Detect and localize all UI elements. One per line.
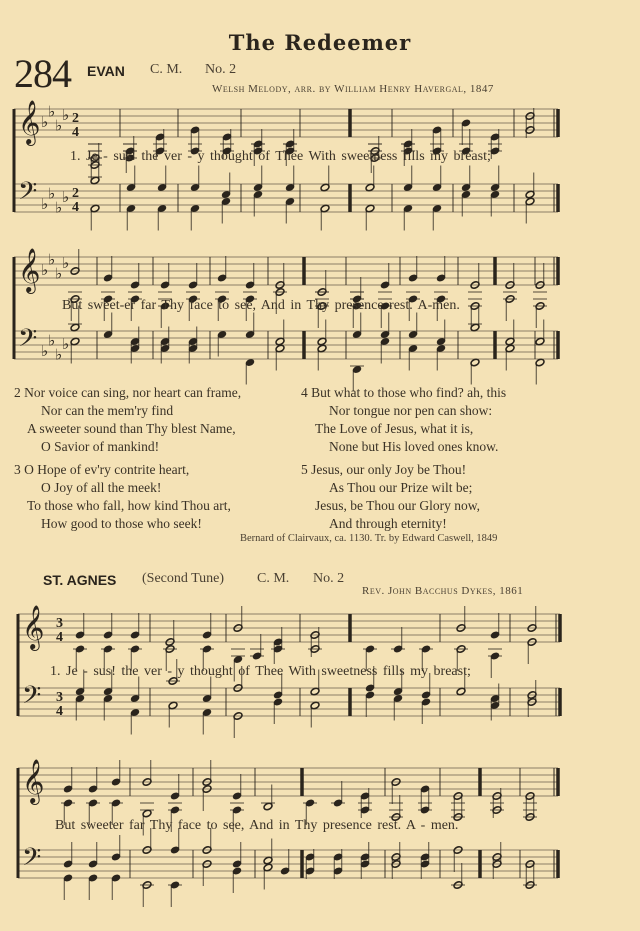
tune-number-evan: No. 2 (205, 62, 237, 77)
verse-line: How good to those who seek! (41, 516, 202, 531)
flat-icon: ♭ (48, 184, 56, 203)
verse-line: O Savior of mankind! (41, 439, 160, 454)
hymn-number: 284 (14, 51, 71, 96)
verse-line: Nor voice can sing, nor heart can frame, (24, 385, 242, 400)
flat-icon: ♭ (48, 250, 56, 269)
flat-icon: ♭ (41, 342, 49, 360)
composer-evan: Welsh Melody, arr. by William Henry Havergal, 1847 (212, 83, 494, 95)
verse-line: But what to those who find? ah, this (311, 385, 507, 400)
tune-subtitle: (Second Tune) (142, 571, 225, 586)
flat-icon: ♭ (55, 345, 63, 364)
lyrics-st-agnes-line-1: 1. Je - sus! the ver - y thought of Thee With sweetness fills my breast; (50, 664, 471, 679)
verse-line: And through eternity! (329, 516, 447, 531)
flat-icon: ♭ (62, 188, 70, 206)
verse-line: The Love of Jesus, what it is, (315, 421, 474, 436)
treble-clef-icon: 𝄞 (18, 100, 41, 144)
bass-clef-icon: 𝄢 (22, 843, 42, 878)
meter-st-agnes: C. M. (257, 571, 290, 586)
composer-st-agnes: Rev. John Bacchus Dykes, 1861 (362, 585, 524, 597)
meter-evan: C. M. (150, 62, 183, 77)
flat-icon: ♭ (62, 254, 70, 272)
flat-icon: ♭ (55, 264, 63, 283)
lyrics-evan-line-2: But sweet-er far Thy face to see, And in Thy presence rest. A-men. (62, 298, 460, 313)
tune-name-evan: EVAN (87, 63, 125, 79)
verse-line: None but His loved ones know. (329, 439, 499, 454)
time-signature: 4 (56, 630, 63, 645)
treble-clef-icon: 𝄞 (18, 248, 41, 292)
verse-number: 3 (14, 462, 21, 477)
time-signature: 2 (72, 186, 79, 201)
verse-4 (301, 384, 506, 456)
verse-line: Jesus, our only Joy be Thou! (311, 462, 467, 477)
flat-icon: ♭ (62, 106, 70, 124)
flat-icon: ♭ (41, 113, 49, 131)
flat-icon: ♭ (62, 335, 70, 353)
verse-number: 5 (301, 462, 308, 477)
verse-2 (14, 384, 241, 456)
flat-icon: ♭ (55, 198, 63, 217)
flat-icon: ♭ (48, 331, 56, 350)
treble-clef-icon: 𝄞 (22, 759, 45, 803)
verse-line: Nor tongue nor pen can show: (329, 403, 493, 418)
verse-5 (301, 461, 480, 533)
verse-line: Nor can the mem'ry find (41, 403, 174, 418)
bass-clef-icon: 𝄢 (18, 177, 38, 212)
flat-icon: ♭ (41, 195, 49, 213)
verse-line: A sweeter sound than Thy blest Name, (27, 421, 236, 436)
verse-line: O Joy of all the meek! (41, 480, 162, 495)
time-signature: 3 (56, 616, 63, 631)
time-signature: 4 (72, 125, 79, 140)
bass-clef-icon: 𝄢 (18, 324, 38, 359)
tune-number-st-agnes: No. 2 (313, 571, 345, 586)
treble-clef-icon: 𝄞 (22, 605, 45, 649)
time-signature: 2 (72, 111, 79, 126)
verse-number: 2 (14, 385, 21, 400)
verse-line: O Hope of ev'ry contrite heart, (24, 462, 190, 477)
verse-3 (14, 461, 231, 533)
time-signature: 4 (56, 704, 63, 719)
music-system-evan-2 (14, 248, 558, 392)
verse-line: To those who fall, how kind Thou art, (27, 498, 231, 513)
music-system-evan-1 (14, 100, 558, 231)
lyrics-evan-line-1: 1. Je - sus! the ver - y thought of Thee With sweetness fills my breast; (70, 149, 491, 164)
time-signature: 4 (72, 200, 79, 215)
flat-icon: ♭ (48, 102, 56, 121)
text-credit: Bernard of Clairvaux, ca. 1130. Tr. by Edward Caswell, 1849 (240, 533, 498, 544)
time-signature: 3 (56, 690, 63, 705)
flat-icon: ♭ (55, 116, 63, 135)
lyrics-st-agnes-line-2: But sweeter far Thy face to see, And in Thy presence rest. A - men. (55, 818, 459, 833)
verse-line: As Thou our Prize wilt be; (329, 480, 473, 495)
section-title: The Redeemer (228, 30, 412, 55)
verse-line: Jesus, be Thou our Glory now, (315, 498, 480, 513)
bass-clef-icon: 𝄢 (22, 681, 42, 716)
verse-number: 4 (301, 385, 308, 400)
tune-name-st-agnes: ST. AGNES (43, 572, 117, 588)
flat-icon: ♭ (41, 261, 49, 279)
